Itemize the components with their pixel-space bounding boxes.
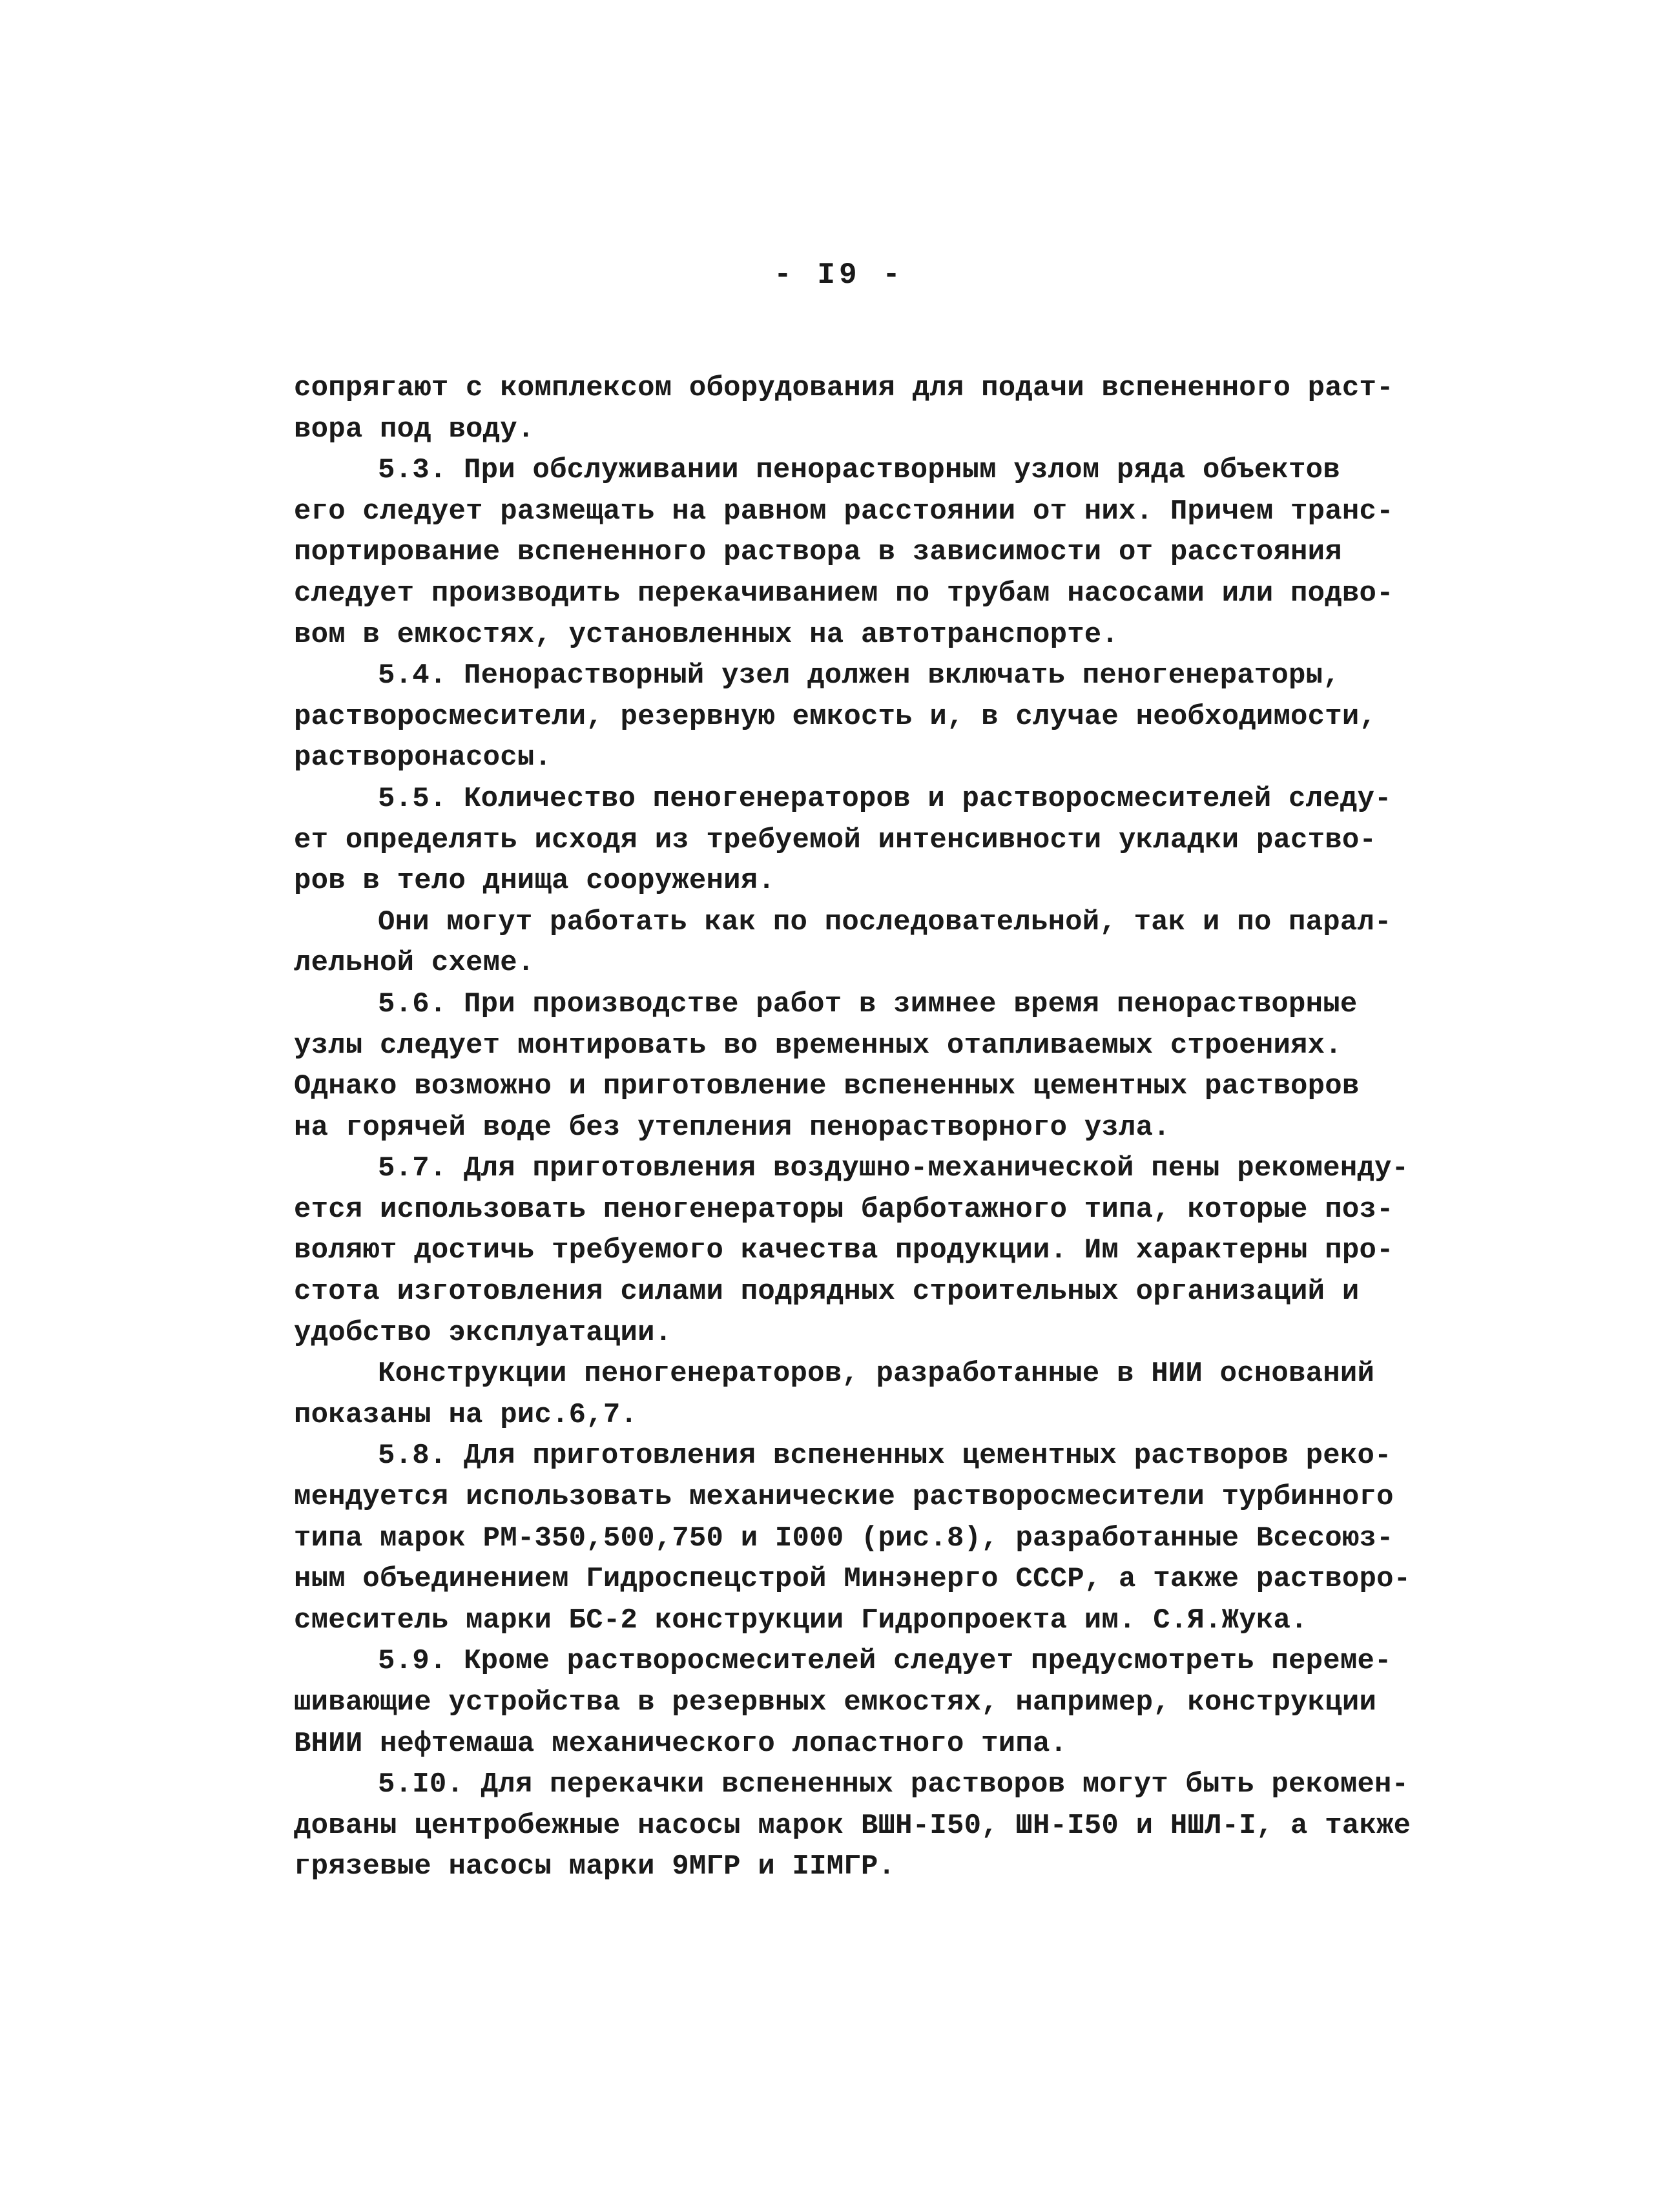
text-line: 5.4. Пенорастворный узел должен включать пеногенераторы,	[378, 659, 1340, 692]
text-line: портирование вспененного раствора в зависимости от расстояния	[294, 536, 1342, 569]
text-line: Однако возможно и приготовление вспененных цементных растворов	[294, 1070, 1360, 1103]
text-line: грязевые насосы марки 9МГР и IIМГР.	[294, 1850, 896, 1883]
text-line: вом в емкостях, установленных на автотранспорте.	[294, 618, 1119, 651]
text-line: типа марок РМ-350,500,750 и I000 (рис.8), разработанные Всесоюз-	[294, 1522, 1394, 1555]
text-line: ется использовать пеногенераторы барботажного типа, которые поз-	[294, 1193, 1394, 1226]
text-line: 5.8. Для приготовления вспененных цементных растворов реко-	[378, 1440, 1392, 1473]
text-line: воляют достичь требуемого качества продукции. Им характерны про-	[294, 1234, 1394, 1267]
text-line: 5.3. При обслуживании пенорастворным узлом ряда объектов	[378, 454, 1340, 487]
text-line: мендуется использовать механические растворосмесители турбинного	[294, 1481, 1394, 1514]
text-line: лельной схеме.	[294, 947, 535, 980]
text-line: показаны на рис.6,7.	[294, 1398, 638, 1431]
document-body	[294, 368, 1411, 1888]
text-line: 5.9. Кроме растворосмесителей следует предусмотреть переме-	[378, 1645, 1392, 1678]
text-line: дованы центробежные насосы марок ВШН-I50, ШН-I50 и НШЛ-I, а также	[294, 1809, 1411, 1842]
text-line: ным объединением Гидроспецстрой Минэнерго СССР, а также растворо-	[294, 1563, 1411, 1596]
text-line: 5.6. При производстве работ в зимнее время пенорастворные	[378, 987, 1358, 1020]
text-line: 5.5. Количество пеногенераторов и растворосмесителей следу-	[378, 782, 1392, 815]
text-line: растворосмесители, резервную емкость и, в случае необходимости,	[294, 700, 1377, 733]
text-line: шивающие устройства в резервных емкостях, например, конструкции	[294, 1686, 1377, 1719]
page-number: - I9 -	[774, 258, 904, 292]
text-line: его следует размещать на равном расстоянии от них. Причем транс-	[294, 495, 1394, 528]
text-line: ров в тело днища сооружения.	[294, 865, 775, 898]
text-line: Они могут работать как по последовательной, так и по парал-	[378, 905, 1392, 938]
text-line: следует производить перекачиванием по трубам насосами или подво-	[294, 577, 1394, 610]
text-line: ВНИИ нефтемаша механического лопастного типа.	[294, 1727, 1068, 1760]
text-line: на горячей воде без утепления пенорастворного узла.	[294, 1111, 1170, 1144]
text-line: стота изготовления силами подрядных строительных организаций и	[294, 1276, 1360, 1308]
text-line: смеситель марки БС-2 конструкции Гидропроекта им. С.Я.Жука.	[294, 1604, 1308, 1637]
text-line: ет определять исходя из требуемой интенсивности укладки раство-	[294, 823, 1377, 856]
text-line: сопрягают с комплексом оборудования для подачи вспененного раст-	[294, 372, 1394, 404]
text-line: растворонасосы.	[294, 741, 552, 774]
text-line: 5.7. Для приготовления воздушно-механической пены рекоменду-	[378, 1152, 1409, 1185]
text-line: Конструкции пеногенераторов, разработанные в НИИ оснований	[378, 1358, 1375, 1390]
text-line: узлы следует монтировать во временных отапливаемых строениях.	[294, 1029, 1342, 1062]
text-line: 5.I0. Для перекачки вспененных растворов могут быть рекомен-	[378, 1768, 1409, 1801]
text-line: вора под воду.	[294, 413, 535, 446]
text-line: удобство эксплуатации.	[294, 1316, 672, 1349]
